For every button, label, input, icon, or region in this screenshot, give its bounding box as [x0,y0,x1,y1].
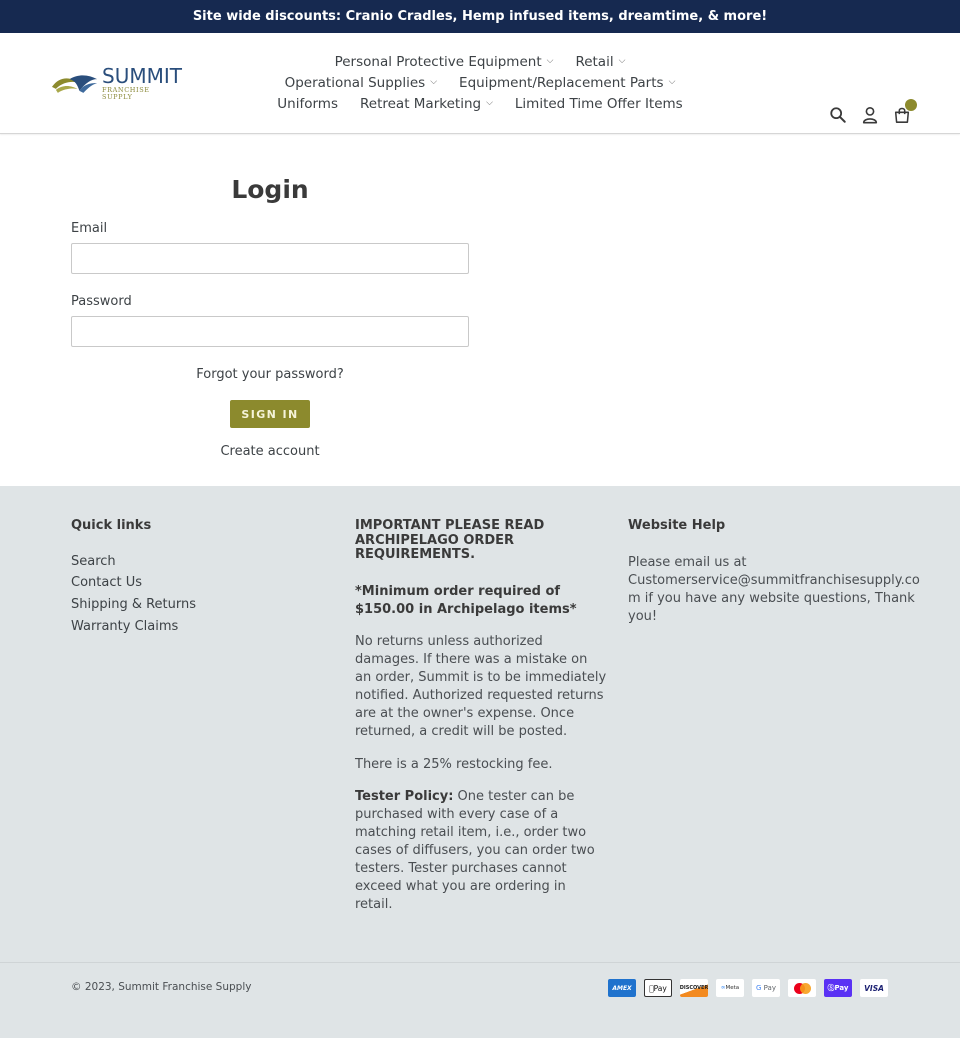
cart-icon[interactable] [892,105,912,125]
footer-bottom [0,962,960,1038]
payment-icons [600,979,888,997]
chevron-down-icon: ⌵ [486,97,493,108]
login-section [0,134,960,486]
nav-item-retail[interactable] [564,54,636,70]
nav-item-uniforms[interactable] [266,96,349,112]
email-field[interactable] [71,243,469,274]
amex-icon: AMEX [608,979,636,997]
footer-website-help [628,519,928,640]
nav-label: Retreat Marketing [360,95,482,112]
nav-label: Retail [575,53,614,70]
announcement-bar [0,0,960,33]
nav-item-operational-supplies[interactable] [274,75,448,91]
apple-pay-icon: Pay [644,979,672,997]
chevron-down-icon: ⌵ [430,76,438,87]
nav-item-limited-time-offer-items[interactable] [504,96,694,112]
tester-policy-text: One tester can be purchased with every case of a matching retail item, i.e., order two cases of diffusers, you can order two testers. Tester purchases cannot exceed what you are ordering in retail. [355,789,595,912]
google-pay-icon: G Pay [752,979,780,997]
footer-important-info [355,519,607,929]
footer-link-shipping-returns[interactable]: Shipping & Returns [71,596,197,612]
minimum-order-text: *Minimum order required of $150.00 in Archipelago items* [355,583,577,617]
logo[interactable] [50,64,182,101]
nav-label: Limited Time Offer Items [514,95,683,112]
nav-label: Personal Protective Equipment [334,53,542,70]
nav-label: Equipment/Replacement Parts [459,74,664,91]
password-label: Password [71,294,132,309]
meta-pay-icon: ∞ Meta [716,979,744,997]
create-account-link[interactable]: Create account [220,444,320,459]
nav-item-personal-protective-equipment[interactable] [324,54,565,70]
footer-heading: IMPORTANT PLEASE READ ARCHIPELAGO ORDER REQUIREMENTS. [355,518,545,562]
copyright: © 2023, Summit Franchise Supply [71,981,252,993]
nav-row-3 [266,93,693,114]
logo-sub-text: FRANCHISE SUPPLY [102,86,150,101]
sign-in-button[interactable]: SIGN IN [230,400,310,428]
logo-main-text: SUMMIT [102,64,182,88]
site-header [0,33,960,134]
header-icons [816,105,912,125]
nav-row-1 [324,51,637,72]
site-footer [0,486,960,1038]
account-icon[interactable] [860,105,880,125]
password-field[interactable] [71,316,469,347]
nav-label: Operational Supplies [284,74,426,91]
chevron-down-icon: ⌵ [668,76,676,87]
nav-item-equipment-replacement-parts[interactable] [448,75,686,91]
logo-swoosh-icon [50,69,101,97]
footer-quick-links [71,519,321,640]
page-title: Login [231,175,309,204]
cart-count-badge [905,99,917,111]
main-nav [270,51,690,114]
footer-link-warranty-claims[interactable]: Warranty Claims [71,618,179,634]
login-form [71,174,469,460]
returns-policy-text: No returns unless authorized damages. If there was a mistake on an order, Summit is to be immediately notified. Authorized requested returns are at the owner's expense. Once returned, a credit will be posted. [355,634,607,739]
mastercard-icon [788,979,816,997]
quick-links-list [71,554,321,635]
footer-heading: Quick links [71,518,152,533]
website-help-text: Please email us at Customerservice@summitfranchisesupply.com if you have any website questions, Thank you! [628,554,920,624]
nav-row-2 [274,72,687,93]
tester-policy [355,788,607,914]
chevron-down-icon: ⌵ [546,55,554,66]
announcement-text: Site wide discounts: Cranio Cradles, Hemp infused items, dreamtime, & more! [192,9,768,24]
footer-link-contact-us[interactable]: Contact Us [71,575,142,591]
nav-label: Uniforms [277,95,338,112]
forgot-password-link[interactable]: Forgot your password? [196,367,344,382]
footer-link-search[interactable]: Search [71,553,116,569]
restocking-fee-text: There is a 25% restocking fee. [355,756,553,772]
search-icon[interactable] [828,105,848,125]
shop-pay-icon: ⓈPay [824,979,852,997]
tester-policy-label: Tester Policy: [355,789,454,804]
discover-icon: DISCOVER [680,979,708,997]
chevron-down-icon: ⌵ [618,55,626,66]
visa-icon: VISA [860,979,888,997]
footer-heading: Website Help [628,518,726,533]
nav-item-retreat-marketing[interactable] [349,96,504,112]
email-label: Email [71,221,108,236]
